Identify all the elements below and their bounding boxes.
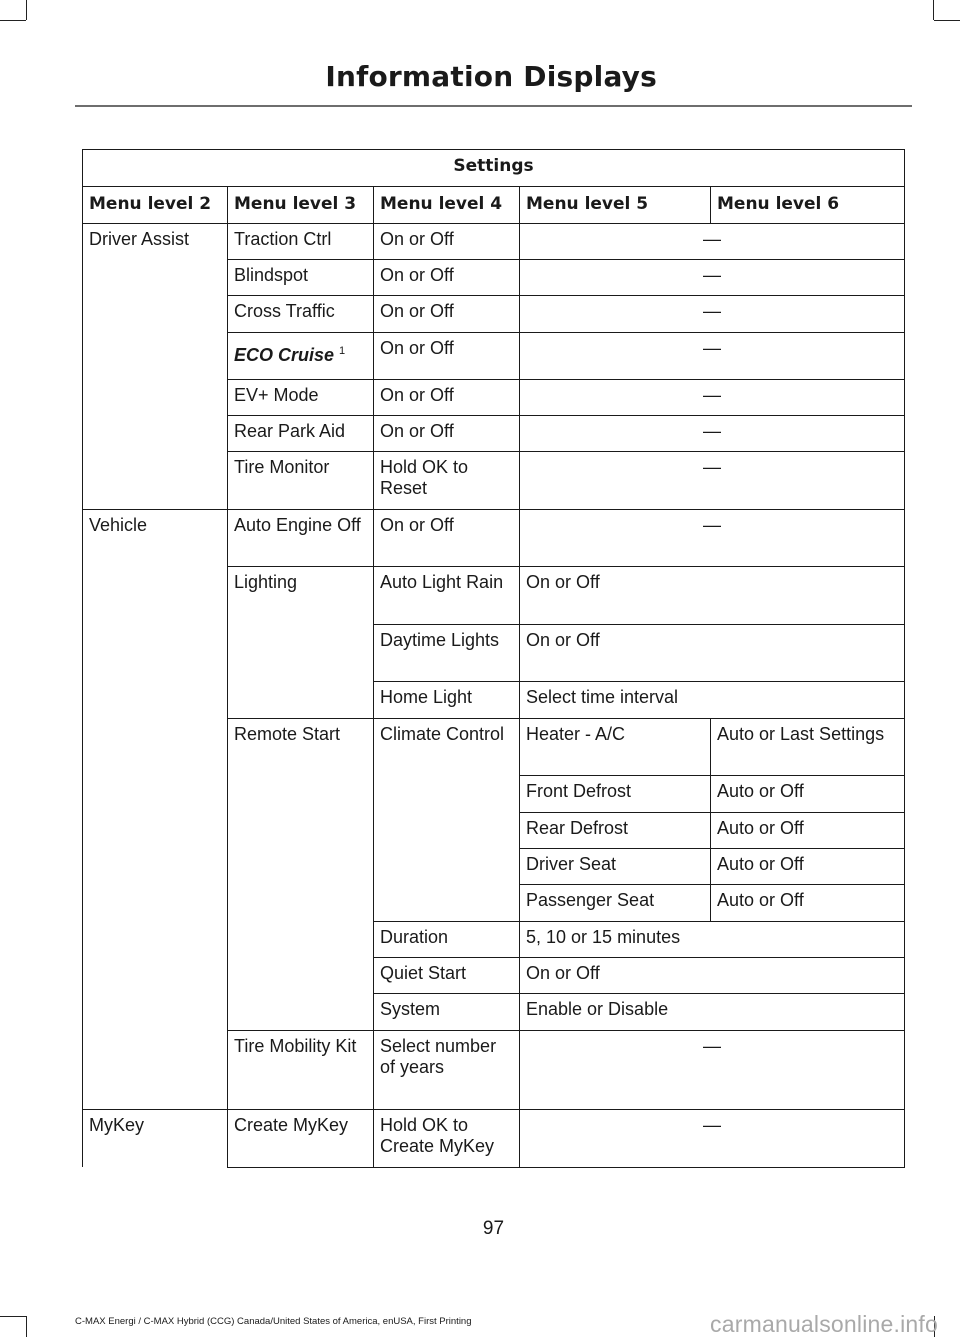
value-cell: Hold OK to Reset [380, 457, 469, 498]
menu-item-duration: Duration [380, 927, 449, 947]
menu-item-eco-cruise [227, 339, 373, 372]
table-border [82, 149, 83, 1167]
empty-dash: — [703, 265, 721, 285]
value-cell: 5, 10 or 15 minutes [526, 927, 681, 947]
title-divider [75, 105, 912, 107]
menu-item-create-mykey: Create MyKey [234, 1115, 349, 1135]
value-cell: On or Off [526, 963, 600, 983]
empty-dash: — [703, 515, 721, 535]
menu-level2-mykey: MyKey [89, 1115, 145, 1135]
empty-dash: — [703, 229, 721, 249]
crop-mark [933, 0, 934, 20]
value-cell: On or Off [380, 421, 454, 441]
crop-mark [0, 20, 26, 21]
menu-item-blindspot: Blindspot [234, 265, 309, 285]
menu-item-home-light: Home Light [380, 687, 473, 707]
page-title: Information Displays [325, 60, 657, 93]
value-cell: Select time interval [526, 687, 679, 707]
empty-dash: — [703, 301, 721, 321]
value-cell: On or Off [380, 515, 454, 535]
table-border [227, 1167, 905, 1168]
menu-item-driver-seat: Driver Seat [526, 854, 617, 874]
value-cell: On or Off [380, 301, 454, 321]
menu-level2-vehicle: Vehicle [89, 515, 148, 535]
table-border [227, 186, 228, 1167]
crop-mark [0, 1316, 26, 1317]
table-caption: Settings [453, 156, 534, 176]
menu-item-auto-engine-off: Auto Engine Off [234, 515, 361, 535]
menu-item-remote-start: Remote Start [234, 724, 341, 744]
value-cell: Auto or Off [717, 781, 804, 801]
value-cell: On or Off [380, 265, 454, 285]
empty-dash: — [703, 1115, 721, 1135]
page-number: 97 [482, 1218, 505, 1239]
column-header: Menu level 4 [380, 194, 503, 214]
crop-mark [934, 20, 960, 21]
column-header: Menu level 5 [526, 194, 649, 214]
menu-item-cross-traffic: Cross Traffic [234, 301, 335, 321]
footer-doc-info: C-MAX Energi / C-MAX Hybrid (CCG) Canada/United States of America, enUSA, First Printing [75, 1316, 472, 1327]
menu-item-heater-ac: Heater - A/C [526, 724, 626, 744]
settings-table [82, 149, 905, 1167]
menu-item-system: System [380, 999, 441, 1019]
value-cell: Auto or Last Settings [717, 724, 885, 744]
value-cell: Auto or Off [717, 818, 804, 838]
menu-item-daytime-lights: Daytime Lights [380, 630, 500, 650]
value-cell: Enable or Disable [526, 999, 669, 1019]
value-cell: On or Off [526, 630, 600, 650]
menu-item-climate-control: Climate Control [380, 724, 505, 744]
menu-item-passenger-seat: Passenger Seat [526, 890, 655, 910]
value-cell: On or Off [526, 572, 600, 592]
empty-dash: — [703, 1036, 721, 1056]
empty-dash: — [703, 385, 721, 405]
menu-item-ev-mode: EV+ Mode [234, 385, 319, 405]
menu-level2-driver-assist: Driver Assist [89, 229, 190, 249]
menu-item-front-defrost: Front Defrost [526, 781, 632, 801]
menu-item-tire-mobility-kit: Tire Mobility Kit [234, 1036, 357, 1056]
value-cell: Auto or Off [717, 854, 804, 874]
empty-dash: — [703, 457, 721, 477]
menu-item-auto-light-rain: Auto Light Rain [380, 572, 504, 592]
crop-mark [26, 1316, 27, 1337]
menu-item-tire-monitor: Tire Monitor [234, 457, 330, 477]
menu-item-lighting: Lighting [234, 572, 298, 592]
empty-dash: — [703, 338, 721, 358]
value-cell: Select number of years [380, 1036, 497, 1077]
menu-item-rear-defrost: Rear Defrost [526, 818, 629, 838]
crop-mark [26, 0, 27, 20]
value-cell: On or Off [380, 338, 454, 358]
value-cell: Hold OK to Create MyKey [380, 1115, 495, 1156]
menu-item-traction-ctrl: Traction Ctrl [234, 229, 332, 249]
column-header: Menu level 6 [717, 194, 840, 214]
column-header: Menu level 3 [234, 194, 357, 214]
menu-item-quiet-start: Quiet Start [380, 963, 467, 983]
column-header: Menu level 2 [89, 194, 212, 214]
eco-cruise-label: ECO Cruise [234, 345, 335, 365]
footnote-marker: 1 [339, 345, 346, 357]
menu-item-rear-park-aid: Rear Park Aid [234, 421, 346, 441]
value-cell: On or Off [380, 385, 454, 405]
watermark: carmanualsonline.info [710, 1311, 938, 1337]
value-cell: On or Off [380, 229, 454, 249]
empty-dash: — [703, 421, 721, 441]
value-cell: Auto or Off [717, 890, 804, 910]
